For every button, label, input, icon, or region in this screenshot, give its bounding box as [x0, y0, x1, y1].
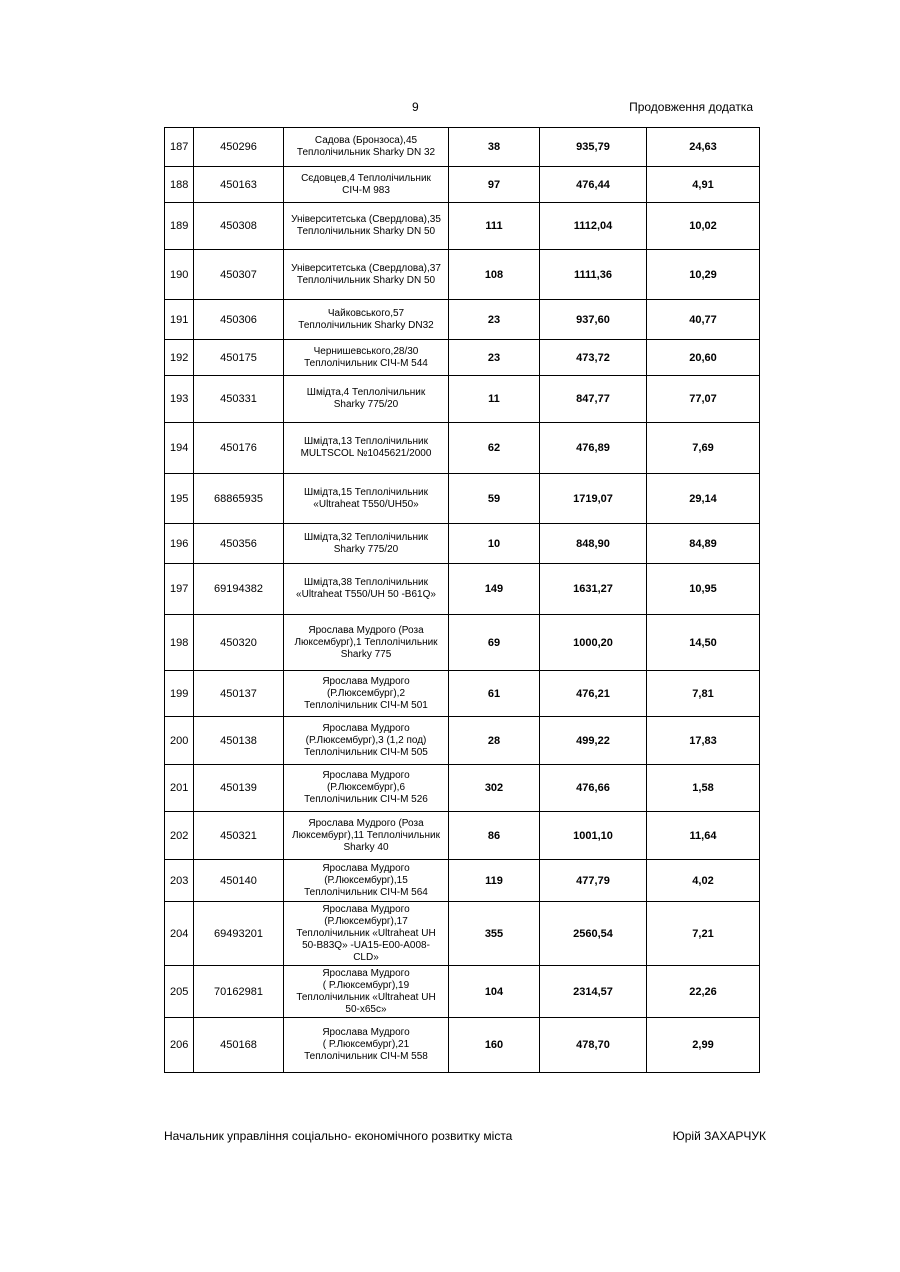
code-cell: 450175	[194, 340, 284, 376]
value2-cell: 1112,04	[540, 203, 647, 250]
signatory-position: Начальник управління соціально- економічного розвитку міста	[164, 1129, 513, 1143]
value3-cell: 10,95	[647, 564, 760, 615]
address-cell: Ярослава Мудрого (Р.Люксембург),2 Теплолічильник СІЧ-М 501	[284, 671, 449, 717]
value2-cell: 2560,54	[540, 902, 647, 966]
code-cell: 450320	[194, 615, 284, 671]
value3-cell: 84,89	[647, 524, 760, 564]
value1-cell: 104	[449, 966, 540, 1018]
table-row	[165, 765, 760, 812]
value3-cell: 40,77	[647, 300, 760, 340]
row-number-cell: 197	[165, 564, 194, 615]
address-cell: Ярослава Мудрого (Р.Люксембург),15 Теплолічильник СІЧ-М 564	[284, 860, 449, 902]
row-number-cell: 193	[165, 376, 194, 423]
value2-cell: 935,79	[540, 128, 647, 167]
value3-cell: 7,21	[647, 902, 760, 966]
value1-cell: 149	[449, 564, 540, 615]
code-cell: 450356	[194, 524, 284, 564]
value3-cell: 77,07	[647, 376, 760, 423]
value1-cell: 28	[449, 717, 540, 765]
code-cell: 450139	[194, 765, 284, 812]
value2-cell: 1111,36	[540, 250, 647, 300]
code-cell: 450307	[194, 250, 284, 300]
address-cell: Шмідта,13 Теплолічильник MULTSCOL №1045621/2000	[284, 423, 449, 474]
table-body	[165, 128, 760, 1073]
value2-cell: 476,66	[540, 765, 647, 812]
value1-cell: 86	[449, 812, 540, 860]
value1-cell: 23	[449, 300, 540, 340]
address-cell: Шмідта,15 Теплолічильник «Ultraheat T550/UH50»	[284, 474, 449, 524]
value1-cell: 23	[449, 340, 540, 376]
value2-cell: 847,77	[540, 376, 647, 423]
value2-cell: 1631,27	[540, 564, 647, 615]
row-number-cell: 198	[165, 615, 194, 671]
value1-cell: 119	[449, 860, 540, 902]
value2-cell: 937,60	[540, 300, 647, 340]
address-cell: Ярослава Мудрого (Роза Люксембург),1 Теплолічильник Sharky 775	[284, 615, 449, 671]
value3-cell: 7,81	[647, 671, 760, 717]
address-cell: Сєдовцев,4 Теплолічильник СІЧ-М 983	[284, 167, 449, 203]
value1-cell: 38	[449, 128, 540, 167]
value1-cell: 62	[449, 423, 540, 474]
table-row	[165, 167, 760, 203]
value2-cell: 476,89	[540, 423, 647, 474]
address-cell: Університетська (Свердлова),35 Теплолічильник Sharky DN 50	[284, 203, 449, 250]
value2-cell: 1719,07	[540, 474, 647, 524]
row-number-cell: 200	[165, 717, 194, 765]
value1-cell: 108	[449, 250, 540, 300]
value2-cell: 476,21	[540, 671, 647, 717]
code-cell: 450296	[194, 128, 284, 167]
table-row	[165, 902, 760, 966]
table-row	[165, 717, 760, 765]
address-cell: Шмідта,38 Теплолічильник «Ultraheat T550/UH 50 -B61Q»	[284, 564, 449, 615]
value3-cell: 4,02	[647, 860, 760, 902]
value3-cell: 17,83	[647, 717, 760, 765]
address-cell: Ярослава Мудрого (Роза Люксембург),11 Теплолічильник Sharky 40	[284, 812, 449, 860]
row-number-cell: 195	[165, 474, 194, 524]
value3-cell: 1,58	[647, 765, 760, 812]
row-number-cell: 192	[165, 340, 194, 376]
value1-cell: 302	[449, 765, 540, 812]
value2-cell: 1001,10	[540, 812, 647, 860]
address-cell: Ярослава Мудрого (Р.Люксембург),6 Теплолічильник СІЧ-М 526	[284, 765, 449, 812]
value3-cell: 20,60	[647, 340, 760, 376]
row-number-cell: 190	[165, 250, 194, 300]
code-cell: 70162981	[194, 966, 284, 1018]
row-number-cell: 187	[165, 128, 194, 167]
value3-cell: 7,69	[647, 423, 760, 474]
code-cell: 450137	[194, 671, 284, 717]
value2-cell: 1000,20	[540, 615, 647, 671]
table-row	[165, 128, 760, 167]
code-cell: 450140	[194, 860, 284, 902]
code-cell: 450138	[194, 717, 284, 765]
row-number-cell: 203	[165, 860, 194, 902]
code-cell: 69194382	[194, 564, 284, 615]
table-row	[165, 340, 760, 376]
value2-cell: 499,22	[540, 717, 647, 765]
code-cell: 450331	[194, 376, 284, 423]
value3-cell: 11,64	[647, 812, 760, 860]
value1-cell: 111	[449, 203, 540, 250]
row-number-cell: 194	[165, 423, 194, 474]
table-row	[165, 564, 760, 615]
table-row	[165, 812, 760, 860]
table-row	[165, 474, 760, 524]
value2-cell: 477,79	[540, 860, 647, 902]
value1-cell: 97	[449, 167, 540, 203]
address-cell: Університетська (Свердлова),37 Теплолічильник Sharky DN 50	[284, 250, 449, 300]
row-number-cell: 204	[165, 902, 194, 966]
value3-cell: 10,02	[647, 203, 760, 250]
row-number-cell: 199	[165, 671, 194, 717]
value1-cell: 10	[449, 524, 540, 564]
value2-cell: 473,72	[540, 340, 647, 376]
value1-cell: 61	[449, 671, 540, 717]
row-number-cell: 191	[165, 300, 194, 340]
value2-cell: 476,44	[540, 167, 647, 203]
continuation-label: Продовження додатка	[629, 100, 753, 114]
table-row	[165, 615, 760, 671]
value3-cell: 4,91	[647, 167, 760, 203]
value1-cell: 69	[449, 615, 540, 671]
row-number-cell: 188	[165, 167, 194, 203]
code-cell: 450321	[194, 812, 284, 860]
value2-cell: 478,70	[540, 1018, 647, 1073]
table-row	[165, 203, 760, 250]
address-cell: Ярослава Мудрого ( Р.Люксембург),21 Теплолічильник СІЧ-М 558	[284, 1018, 449, 1073]
table-row	[165, 300, 760, 340]
table-row	[165, 423, 760, 474]
value1-cell: 11	[449, 376, 540, 423]
row-number-cell: 205	[165, 966, 194, 1018]
address-cell: Ярослава Мудрого ( Р.Люксембург),19 Теплолічильник «Ultraheat UH 50-х65с»	[284, 966, 449, 1018]
row-number-cell: 189	[165, 203, 194, 250]
value3-cell: 10,29	[647, 250, 760, 300]
signatory-name: Юрій ЗАХАРЧУК	[672, 1129, 766, 1143]
table-row	[165, 966, 760, 1018]
code-cell: 450163	[194, 167, 284, 203]
code-cell: 450308	[194, 203, 284, 250]
row-number-cell: 202	[165, 812, 194, 860]
code-cell: 450306	[194, 300, 284, 340]
value3-cell: 22,26	[647, 966, 760, 1018]
value3-cell: 24,63	[647, 128, 760, 167]
code-cell: 68865935	[194, 474, 284, 524]
data-table	[164, 127, 760, 1073]
row-number-cell: 196	[165, 524, 194, 564]
table-row	[165, 376, 760, 423]
table-row	[165, 524, 760, 564]
table-row	[165, 250, 760, 300]
table-row	[165, 1018, 760, 1073]
page-number: 9	[412, 100, 419, 114]
value1-cell: 355	[449, 902, 540, 966]
address-cell: Чайковського,57 Теплолічильник Sharky DN32	[284, 300, 449, 340]
value1-cell: 59	[449, 474, 540, 524]
table-row	[165, 860, 760, 902]
table-row	[165, 671, 760, 717]
value1-cell: 160	[449, 1018, 540, 1073]
code-cell: 450168	[194, 1018, 284, 1073]
address-cell: Садова (Бронзоса),45 Теплолічильник Sharky DN 32	[284, 128, 449, 167]
value3-cell: 14,50	[647, 615, 760, 671]
value3-cell: 2,99	[647, 1018, 760, 1073]
value3-cell: 29,14	[647, 474, 760, 524]
value2-cell: 848,90	[540, 524, 647, 564]
address-cell: Шмідта,32 Теплолічильник Sharky 775/20	[284, 524, 449, 564]
code-cell: 69493201	[194, 902, 284, 966]
row-number-cell: 201	[165, 765, 194, 812]
row-number-cell: 206	[165, 1018, 194, 1073]
address-cell: Ярослава Мудрого (Р.Люксембург),17 Теплолічильник «Ultraheat UH 50-B83Q» -UA15-E00-A008- CLD»	[284, 902, 449, 966]
code-cell: 450176	[194, 423, 284, 474]
address-cell: Чернишевського,28/30 Теплолічильник СІЧ-М 544	[284, 340, 449, 376]
value2-cell: 2314,57	[540, 966, 647, 1018]
address-cell: Шмідта,4 Теплолічильник Sharky 775/20	[284, 376, 449, 423]
address-cell: Ярослава Мудрого (Р.Люксембург),3 (1,2 под) Теплолічильник СІЧ-М 505	[284, 717, 449, 765]
